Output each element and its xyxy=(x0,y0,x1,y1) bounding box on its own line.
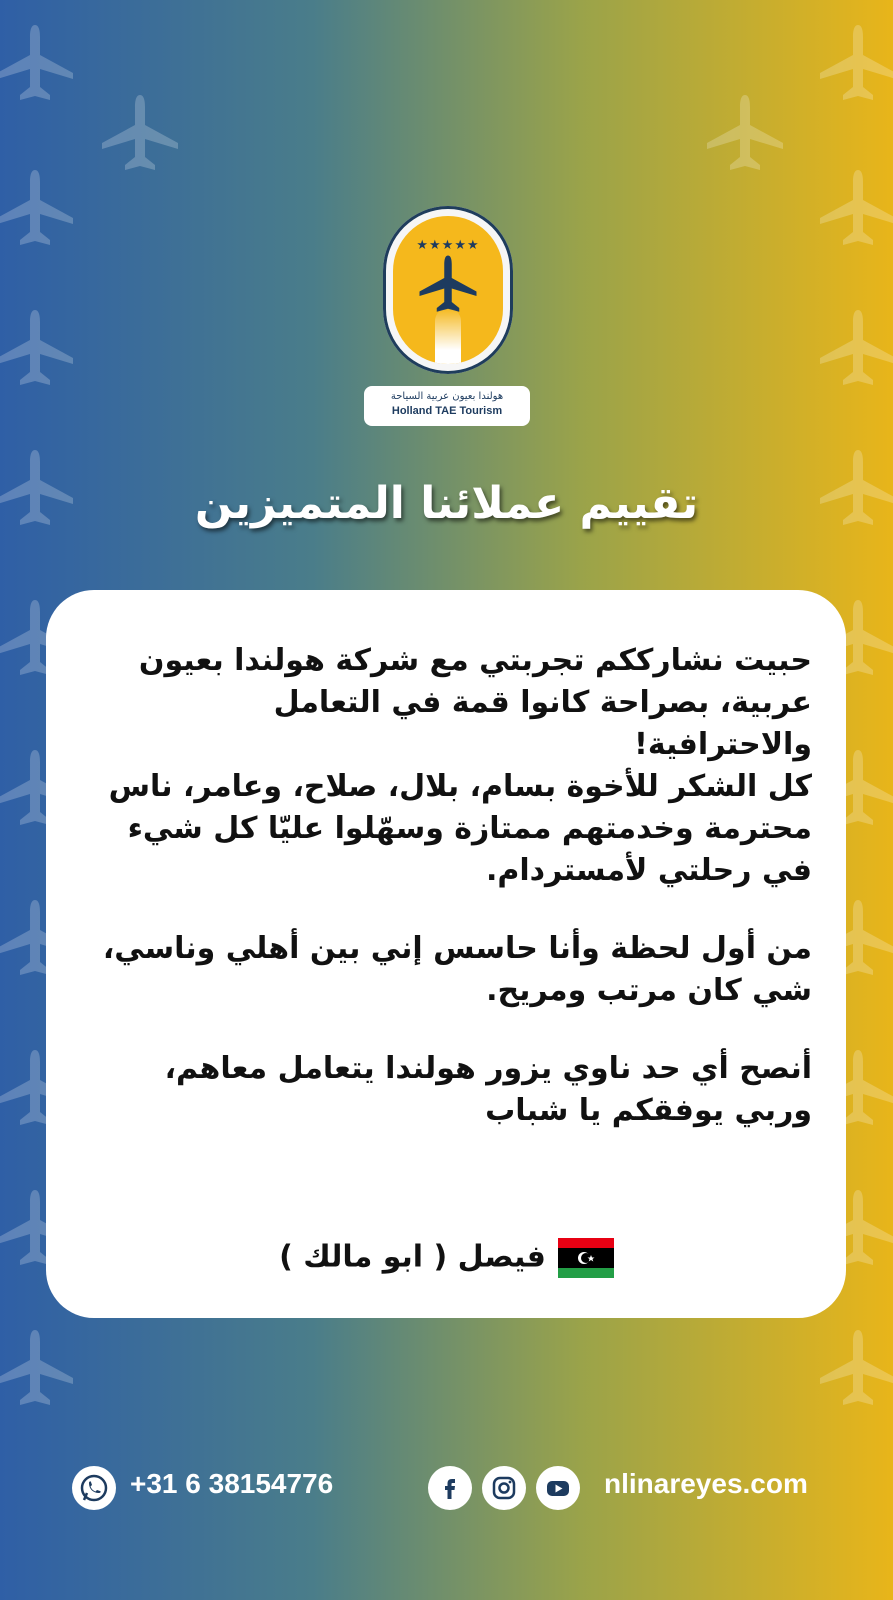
brand-name-english: Holland TAE Tourism xyxy=(391,405,503,417)
company-logo xyxy=(383,206,513,374)
review-text xyxy=(86,640,812,1132)
review-paragraph: أنصح أي حد ناوي يزور هولندا يتعامل معاهم، وربي يوفقكم يا شباب xyxy=(164,1051,812,1128)
instagram-icon[interactable] xyxy=(482,1466,526,1510)
contact-footer xyxy=(0,1460,893,1520)
youtube-icon[interactable] xyxy=(536,1466,580,1510)
facebook-icon[interactable] xyxy=(428,1466,472,1510)
logo-label xyxy=(364,386,530,426)
logo-contrail xyxy=(435,308,461,364)
airplane-icon xyxy=(418,254,478,314)
logo-stars: ★★★★★ xyxy=(416,238,480,253)
libya-flag-icon xyxy=(558,1238,614,1278)
review-paragraph: من أول لحظة وأنا حاسس إني بين أهلي وناسي، شي كان مرتب ومريح. xyxy=(102,931,812,1008)
phone-number[interactable]: +31 6 38154776 xyxy=(130,1468,334,1499)
page-title: تقييم عملائنا المتميزين xyxy=(194,478,699,529)
logo-emblem xyxy=(393,216,503,364)
whatsapp-icon[interactable] xyxy=(72,1466,116,1510)
brand-name-arabic: هولندا بعيون عربية السياحة xyxy=(390,391,504,402)
review-paragraph: كل الشكر للأخوة بسام، بلال، صلاح، وعامر، ناس محترمة وخدمتهم ممتازة وسهّلوا عليّا كل شيء في رحلتي لأمستردام. xyxy=(108,769,812,888)
reviewer-signature xyxy=(0,1238,893,1278)
website-link[interactable]: nlinareyes.com xyxy=(604,1468,808,1499)
review-paragraph: حبيت نشارككم تجربتي مع شركة هولندا بعيون عربية، بصراحة كانوا قمة في التعامل والاحترافية! xyxy=(138,643,812,762)
reviewer-name: فيصل ( ابو مالك ) xyxy=(279,1239,546,1275)
